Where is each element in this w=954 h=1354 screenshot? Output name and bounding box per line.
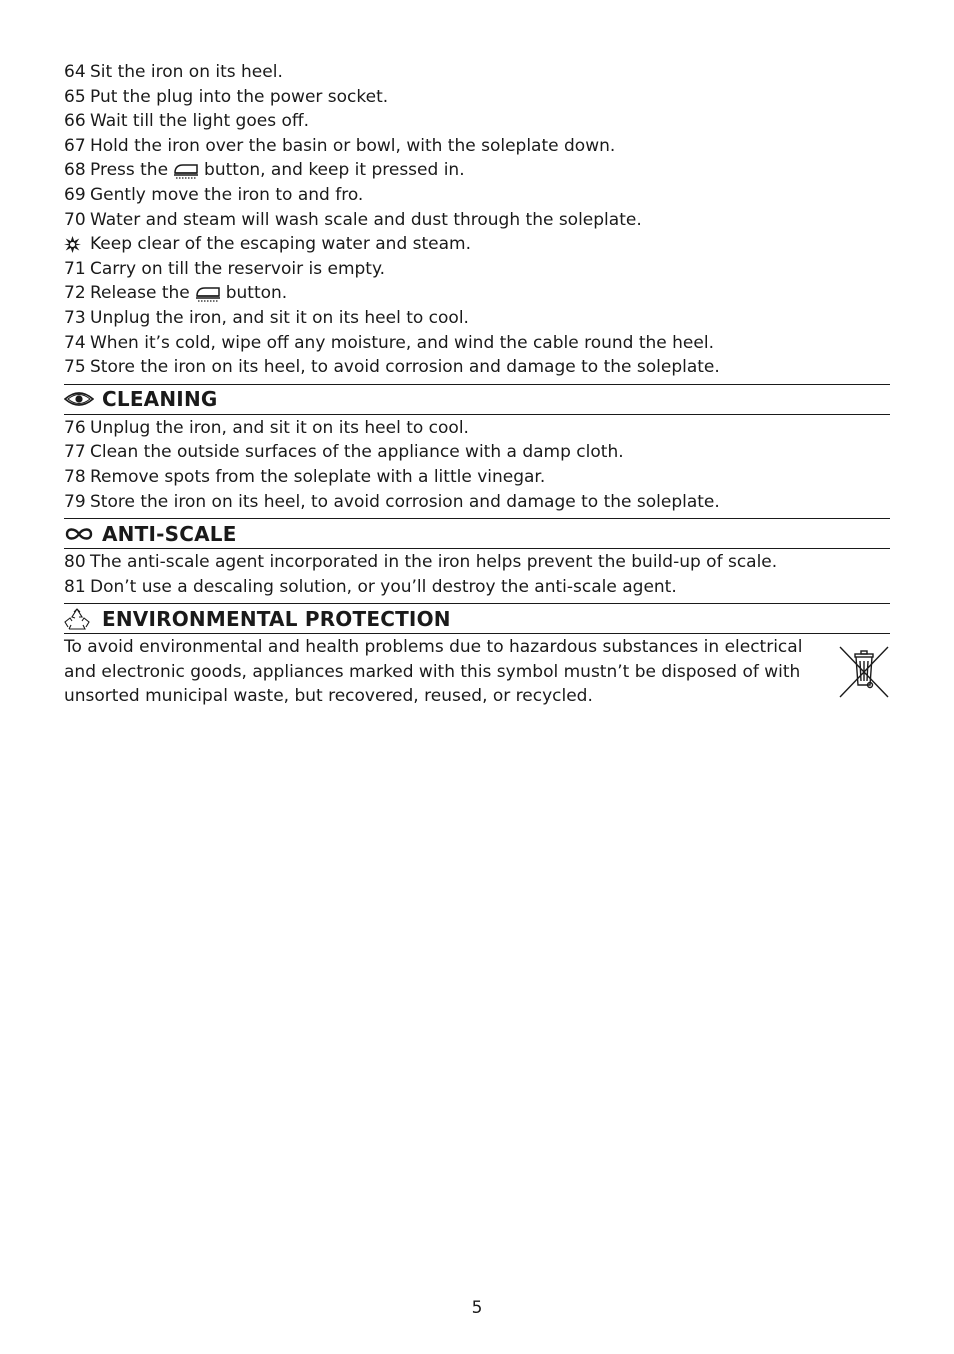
infinity-icon bbox=[64, 526, 94, 542]
list-item: 79 Store the iron on its heel, to avoid corrosion and damage to the soleplate. bbox=[64, 491, 720, 512]
list-item: 65 Put the plug into the power socket. bbox=[64, 86, 389, 107]
section-heading-antiscale bbox=[64, 518, 890, 549]
list-item: 73 Unplug the iron, and sit it on its heel to cool. bbox=[64, 307, 469, 328]
list-item: 78 Remove spots from the soleplate with a little vinegar. bbox=[64, 466, 546, 487]
section-title: ANTI-SCALE bbox=[102, 521, 237, 546]
warning-item: Keep clear of the escaping water and steam. bbox=[64, 232, 890, 257]
manual-page bbox=[64, 60, 890, 709]
list-item: 80 The anti-scale agent incorporated in the iron helps prevent the build-up of scale. bbox=[64, 552, 778, 573]
warning-burst-icon bbox=[64, 236, 81, 253]
environment-section bbox=[64, 635, 890, 709]
steam-shot-icon bbox=[194, 284, 222, 304]
section-title: CLEANING bbox=[102, 387, 218, 412]
recycle-icon bbox=[64, 607, 90, 631]
page-number: 5 bbox=[471, 1298, 483, 1318]
list-item: 66 Wait till the light goes off. bbox=[64, 111, 309, 132]
list-item: 64 Sit the iron on its heel. bbox=[64, 62, 283, 82]
list-item: 72 Release the button. bbox=[64, 283, 288, 304]
eye-icon bbox=[64, 390, 94, 408]
steps-list bbox=[64, 60, 890, 380]
list-item: 68 Press the button, and keep it pressed in. bbox=[64, 160, 465, 181]
list-item: 77 Clean the outside surfaces of the appliance with a damp cloth. bbox=[64, 442, 624, 463]
section-heading-cleaning bbox=[64, 384, 890, 415]
section-title: ENVIRONMENTAL PROTECTION bbox=[102, 606, 451, 631]
antiscale-list bbox=[64, 550, 890, 599]
environment-text: To avoid environmental and health problems due to hazardous substances in electrical and electronic goods, appliances marked with this symbol mustn’t be disposed of with unsorted municipal waste, but recovered, reused, or recycled. bbox=[64, 637, 803, 707]
list-item: 67 Hold the iron over the basin or bowl, with the soleplate down. bbox=[64, 135, 616, 156]
cleaning-list bbox=[64, 416, 890, 514]
list-item: 75 Store the iron on its heel, to avoid corrosion and damage to the soleplate. bbox=[64, 357, 720, 378]
list-item: 69 Gently move the iron to and fro. bbox=[64, 184, 364, 205]
section-heading-environment bbox=[64, 603, 890, 634]
steam-shot-icon bbox=[172, 161, 200, 181]
crossed-bin-icon bbox=[838, 645, 890, 699]
list-item: 76 Unplug the iron, and sit it on its heel to cool. bbox=[64, 417, 469, 438]
list-item: 71 Carry on till the reservoir is empty. bbox=[64, 258, 386, 279]
list-item: 70 Water and steam will wash scale and dust through the soleplate. bbox=[64, 209, 642, 230]
list-item: 81 Don’t use a descaling solution, or you’ll destroy the anti-scale agent. bbox=[64, 576, 677, 597]
list-item: 74 When it’s cold, wipe off any moisture, and wind the cable round the heel. bbox=[64, 332, 714, 353]
